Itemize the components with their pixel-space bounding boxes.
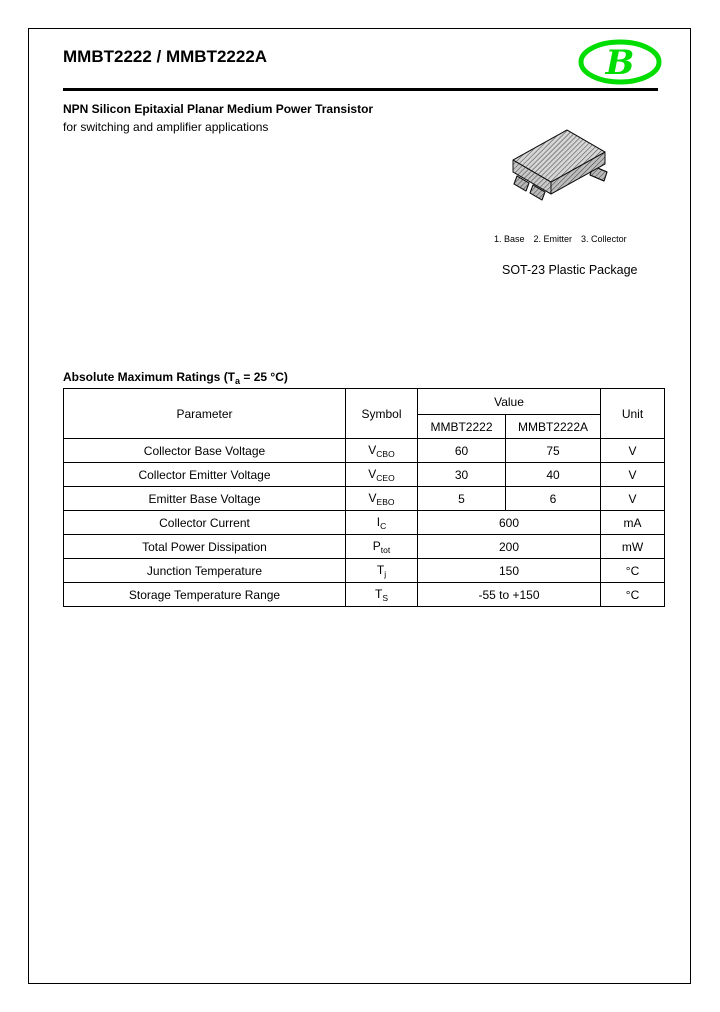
ratings-heading-prefix: Absolute Maximum Ratings (T — [63, 370, 236, 384]
sot23-body — [513, 130, 607, 200]
symbol-subscript: EBO — [376, 496, 395, 507]
param-cell: Total Power Dissipation — [64, 535, 346, 559]
col-header-mmbt2222: MMBT2222 — [418, 415, 506, 439]
col-header-mmbt2222a: MMBT2222A — [506, 415, 601, 439]
table-row — [64, 487, 665, 511]
ratings-section-heading — [63, 370, 288, 386]
value-cell-mmbt2222a: 40 — [506, 463, 601, 487]
table-row — [64, 463, 665, 487]
symbol-subscript: S — [382, 592, 388, 603]
table-row — [64, 535, 665, 559]
symbol-subscript: CBO — [376, 448, 395, 459]
symbol-subscript: j — [384, 568, 387, 579]
unit-cell: mW — [601, 535, 665, 559]
pin-legend-emitter: 2. Emitter — [533, 234, 573, 244]
brand-logo-svg — [576, 38, 664, 86]
param-cell: Emitter Base Voltage — [64, 487, 346, 511]
header-divider — [63, 88, 658, 91]
param-cell: Storage Temperature Range — [64, 583, 346, 607]
unit-cell: V — [601, 487, 665, 511]
value-cell-shared: 200 — [418, 535, 601, 559]
symbol-subscript: C — [380, 520, 387, 531]
symbol-cell — [346, 535, 418, 559]
col-header-value: Value — [418, 389, 601, 415]
logo-letter: B — [605, 43, 635, 83]
table-row — [64, 583, 665, 607]
unit-cell: V — [601, 439, 665, 463]
page-title: MMBT2222 / MMBT2222A — [63, 47, 268, 66]
col-header-parameter: Parameter — [64, 389, 346, 439]
symbol-base: T — [376, 562, 385, 577]
pin-legend — [494, 234, 644, 244]
value-cell-mmbt2222a: 75 — [506, 439, 601, 463]
value-cell-mmbt2222a: 6 — [506, 487, 601, 511]
unit-cell: °C — [601, 559, 665, 583]
pin-legend-base: 1. Base — [494, 234, 525, 244]
symbol-subscript: tot — [380, 544, 391, 555]
sot23-package-drawing — [503, 120, 618, 215]
col-header-unit: Unit — [601, 389, 665, 439]
col-header-symbol: Symbol — [346, 389, 418, 439]
value-cell-shared: 600 — [418, 511, 601, 535]
table-row — [64, 559, 665, 583]
table-header-row-1 — [64, 389, 665, 415]
symbol-cell — [346, 511, 418, 535]
symbol-cell — [346, 487, 418, 511]
ratings-heading-suffix: = 25 °C) — [240, 370, 288, 384]
symbol-base: T — [374, 586, 383, 601]
device-applications: for switching and amplifier applications — [63, 120, 269, 134]
package-caption: SOT-23 Plastic Package — [502, 263, 638, 277]
symbol-cell — [346, 439, 418, 463]
pin-legend-collector: 3. Collector — [581, 234, 627, 244]
symbol-base: V — [368, 490, 377, 505]
brand-logo — [576, 38, 664, 91]
symbol-cell — [346, 583, 418, 607]
param-cell: Collector Emitter Voltage — [64, 463, 346, 487]
symbol-base: P — [372, 538, 381, 553]
symbol-base: I — [376, 514, 381, 529]
param-cell: Collector Current — [64, 511, 346, 535]
unit-cell: mA — [601, 511, 665, 535]
symbol-base: V — [368, 442, 377, 457]
symbol-cell — [346, 463, 418, 487]
unit-cell: V — [601, 463, 665, 487]
value-cell-mmbt2222: 30 — [418, 463, 506, 487]
symbol-subscript: CEO — [376, 472, 395, 483]
device-description: NPN Silicon Epitaxial Planar Medium Power Transistor — [63, 102, 374, 116]
table-row — [64, 511, 665, 535]
value-cell-shared: -55 to +150 — [418, 583, 601, 607]
symbol-base: V — [368, 466, 377, 481]
ratings-heading-subscript: a — [235, 376, 241, 386]
value-cell-mmbt2222: 60 — [418, 439, 506, 463]
value-cell-shared: 150 — [418, 559, 601, 583]
param-cell: Collector Base Voltage — [64, 439, 346, 463]
value-cell-mmbt2222: 5 — [418, 487, 506, 511]
abs-max-ratings-table — [63, 388, 665, 607]
unit-cell: °C — [601, 583, 665, 607]
table-row — [64, 439, 665, 463]
param-cell: Junction Temperature — [64, 559, 346, 583]
symbol-cell — [346, 559, 418, 583]
